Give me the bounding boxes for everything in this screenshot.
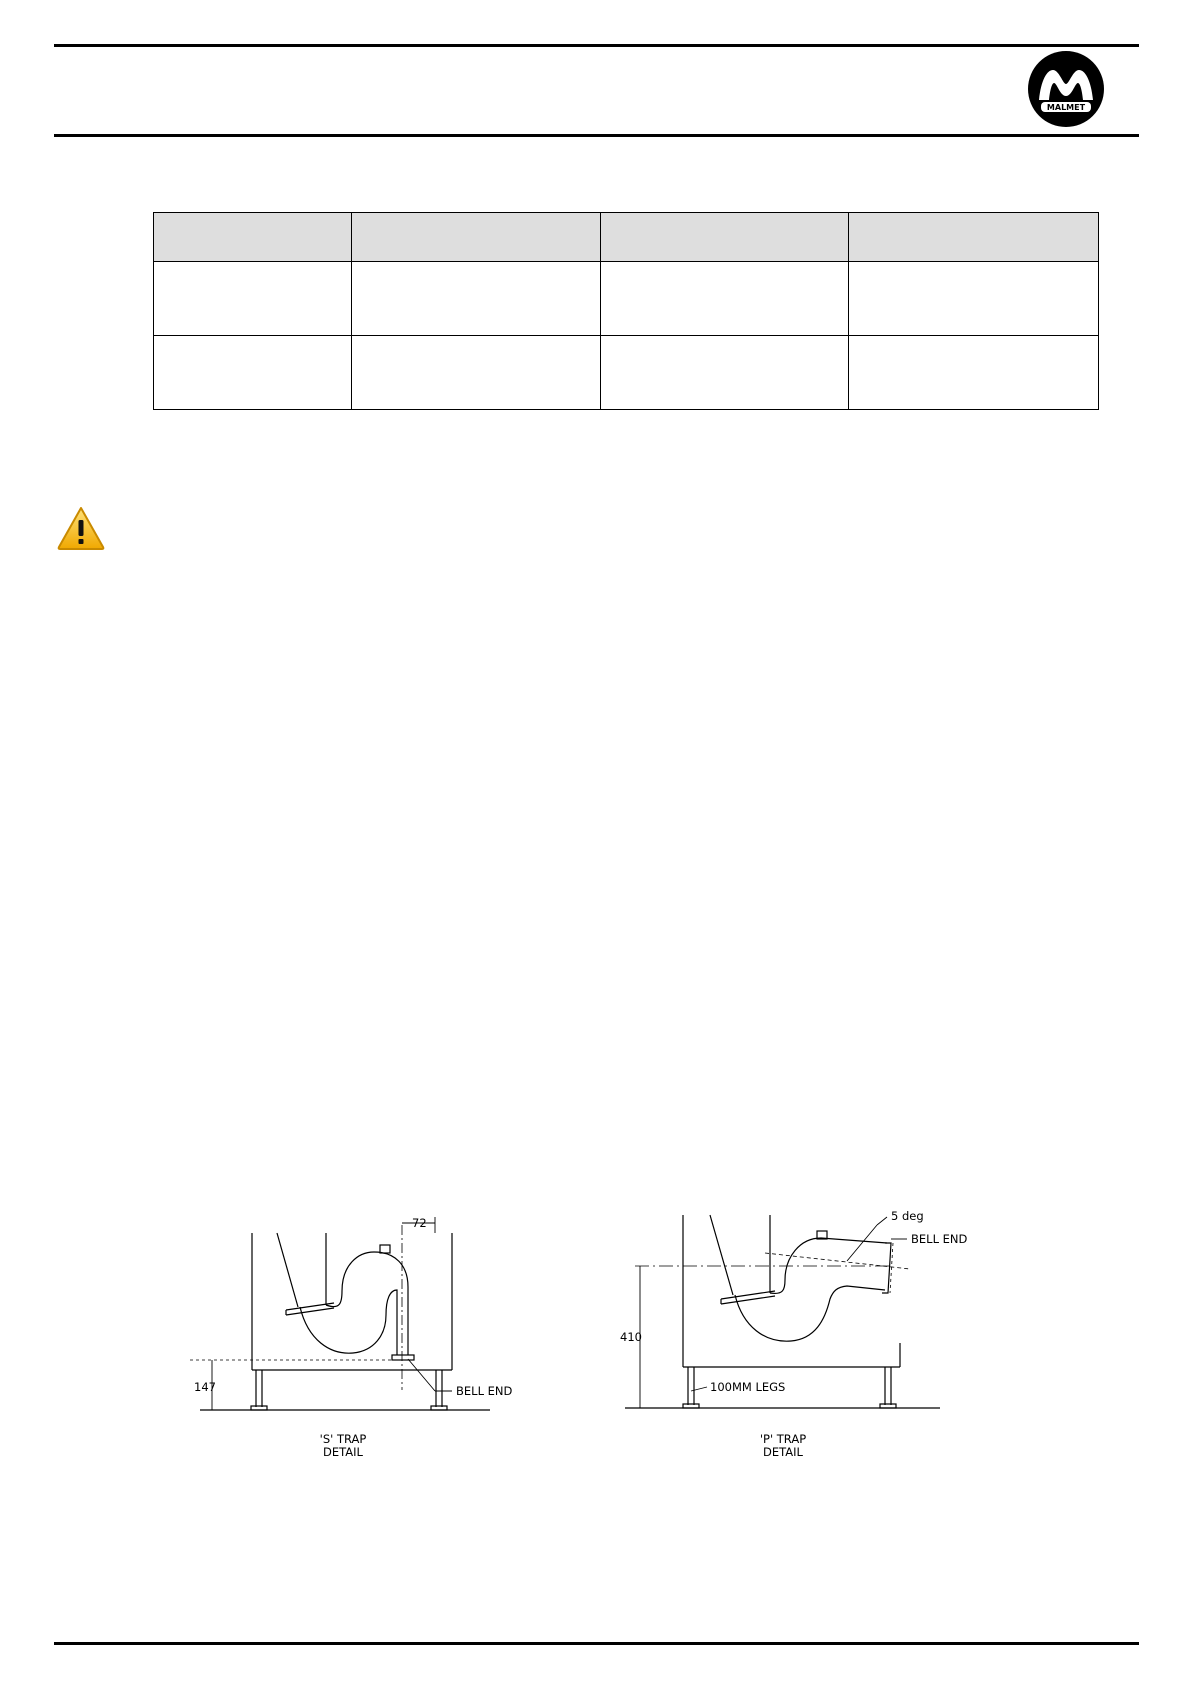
table-cell: [352, 336, 601, 410]
table-cell: [154, 262, 352, 336]
warning-triangle-icon: [56, 505, 106, 551]
header-rule-bottom: [54, 134, 1139, 137]
s-trap-diagram: [190, 1195, 550, 1475]
footer-rule: [54, 1642, 1139, 1645]
p-trap-caption-line2: DETAIL: [763, 1445, 803, 1459]
malmet-logo: [1027, 50, 1105, 128]
table-cell: [154, 336, 352, 410]
spec-table: [153, 212, 1099, 410]
table-header-cell: [849, 213, 1099, 262]
table-cell: [601, 336, 849, 410]
p-trap-legs-label: 100MM LEGS: [710, 1380, 786, 1394]
p-trap-height-dim: 410: [620, 1330, 642, 1344]
table-header-cell: [154, 213, 352, 262]
p-trap-diagram: [615, 1195, 1015, 1475]
s-trap-caption-line2: DETAIL: [323, 1445, 363, 1459]
table-header-cell: [352, 213, 601, 262]
p-trap-caption-line1: 'P' TRAP: [759, 1432, 807, 1446]
s-trap-height-dim: 147: [194, 1380, 216, 1394]
header-rule-top: [54, 44, 1139, 47]
table-cell: [352, 262, 601, 336]
s-trap-bell-end-label: BELL END: [456, 1384, 513, 1398]
p-trap-angle-label: 5 deg: [891, 1209, 924, 1223]
table-cell: [849, 262, 1099, 336]
table-header-row: [154, 213, 1099, 262]
table-row: [154, 262, 1099, 336]
s-trap-offset-dim: 72: [412, 1216, 427, 1230]
p-trap-bell-end-label: BELL END: [911, 1232, 968, 1246]
s-trap-caption-line1: 'S' TRAP: [319, 1432, 367, 1446]
logo-text: MALMET: [1046, 103, 1086, 112]
table-cell: [849, 336, 1099, 410]
table-cell: [601, 262, 849, 336]
table-header-cell: [601, 213, 849, 262]
table-row: [154, 336, 1099, 410]
